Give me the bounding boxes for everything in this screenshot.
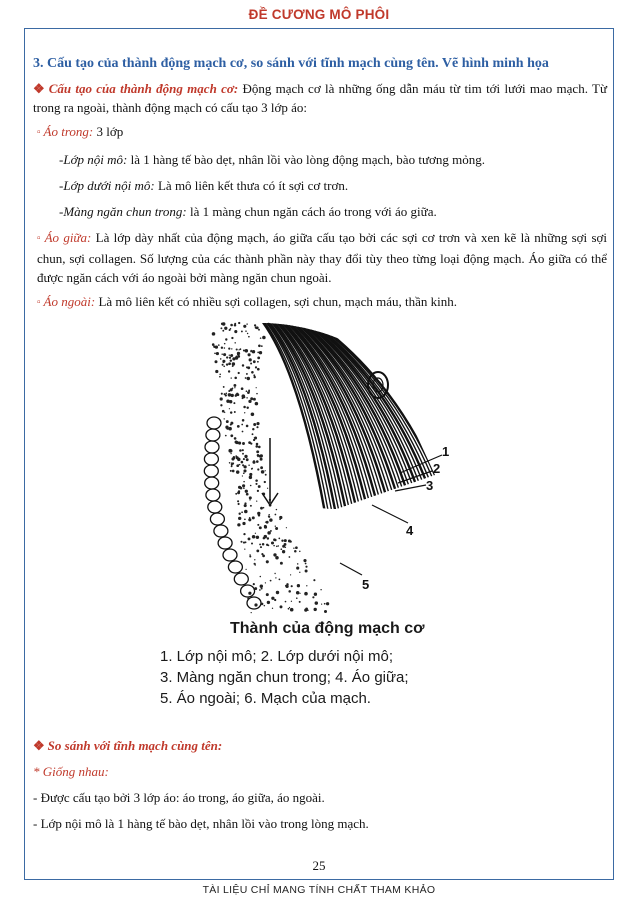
footer-disclaimer: TÀI LIỆU CHỈ MANG TÍNH CHẤT THAM KHẢO bbox=[202, 884, 436, 896]
sublayer-label: Lớp nội mô: bbox=[63, 152, 128, 167]
similarities-subheading: * Giống nhau: bbox=[33, 764, 109, 779]
similarity-item: - Được cấu tạo bởi 3 lớp áo: áo trong, áo giữa, áo ngoài. bbox=[33, 790, 325, 805]
figure-number-label: 2 bbox=[433, 461, 441, 476]
sublayer-text: là 1 hàng tế bào dẹt, nhân lồi vào lòng động mạch, bào tương mỏng. bbox=[127, 152, 485, 167]
comparison-heading: ❖ So sánh với tĩnh mạch cùng tên: bbox=[33, 738, 223, 753]
intro-text: Động mạch cơ là những ống dẫn máu từ tim tới lưới mao mạch. Từ trong ra ngoài, thành động mạch có cấu tạo 3 lớp áo: bbox=[33, 81, 607, 115]
layer-outer bbox=[33, 292, 607, 313]
sublayer-label: Lớp dưới nội mô: bbox=[63, 178, 155, 193]
sublayer-item: -Lớp dưới nội mô: Là mô liên kết thưa có ít sợi cơ trơn. bbox=[59, 178, 349, 193]
main-content bbox=[33, 55, 607, 320]
document-header-title: ĐỀ CƯƠNG MÔ PHÔI bbox=[248, 7, 390, 22]
figure-number-label: 5 bbox=[362, 577, 370, 592]
square-bullet-icon: ▫ bbox=[37, 233, 42, 244]
figure-legend-line: 5. Áo ngoài; 6. Mạch của mạch. bbox=[160, 690, 371, 707]
figure-number-label: 1 bbox=[442, 444, 450, 459]
sublayer-item: -Lớp nội mô: là 1 hàng tế bào dẹt, nhân lồi vào lòng động mạch, bào tương mỏng. bbox=[59, 152, 485, 167]
comparison-section bbox=[33, 736, 607, 840]
figure-caption bbox=[150, 620, 460, 709]
intro-paragraph bbox=[33, 79, 607, 117]
square-bullet-icon: ▫ bbox=[37, 297, 41, 308]
sublayer-text: là 1 màng chun ngăn cách áo trong với áo giữa. bbox=[186, 204, 437, 219]
sublayer-text: Là mô liên kết thưa có ít sợi cơ trơn. bbox=[154, 178, 349, 193]
layer-label: Áo trong: bbox=[43, 124, 94, 139]
media-fibers bbox=[262, 321, 435, 513]
sublayer-item: -Màng ngăn chun trong: là 1 màng chun ngăn cách áo trong với áo giữa. bbox=[59, 204, 437, 219]
layer-text: Là mô liên kết có nhiều sợi collagen, sợi chun, mạch máu, thần kinh. bbox=[95, 294, 457, 309]
layer-label: Áo ngoài: bbox=[43, 294, 96, 309]
square-bullet-icon: ▫ bbox=[37, 127, 41, 138]
figure-title: Thành của động mạch cơ bbox=[230, 620, 425, 637]
section-heading: 3. Cấu tạo của thành động mạch cơ, so sánh với tĩnh mạch cùng tên. Vẽ hình minh họa bbox=[33, 56, 549, 71]
adventitia-cells bbox=[204, 417, 261, 609]
figure-legend-line: 1. Lớp nội mô; 2. Lớp dưới nội mô; bbox=[160, 648, 393, 665]
figure-number-label: 4 bbox=[406, 523, 414, 538]
figure-legend-line: 3. Màng ngăn chun trong; 4. Áo giữa; bbox=[160, 669, 409, 686]
similarity-item: - Lớp nội mô là 1 hàng tế bào dẹt, nhân lồi vào trong lòng mạch. bbox=[33, 816, 369, 831]
intro-label: Cấu tạo của thành động mạch cơ: bbox=[48, 81, 239, 96]
layer-text: 3 lớp bbox=[93, 124, 124, 139]
layer-middle bbox=[33, 228, 607, 287]
diamond-bullet-icon: ❖ bbox=[33, 738, 45, 753]
diamond-bullet-icon: ❖ bbox=[33, 81, 46, 96]
layer-text: Là lớp dày nhất của động mạch, áo giữa cấu tạo bởi các sợi cơ trơn và xen kẽ là những sợi sợi chun, sợi collagen. Số lượng của các thành phần này thay đổi tùy theo từng loại động mạch. Áo giữa có thể được ngăn cách với áo ngoài bởi màng ngăn chun ngoài. bbox=[37, 230, 607, 285]
layer-inner bbox=[33, 122, 607, 143]
sublayer-label: Màng ngăn chun trong: bbox=[63, 204, 187, 219]
figure-number-label: 3 bbox=[426, 478, 434, 493]
layer-label: Áo giữa: bbox=[44, 230, 92, 245]
page-number: 25 bbox=[312, 858, 326, 873]
